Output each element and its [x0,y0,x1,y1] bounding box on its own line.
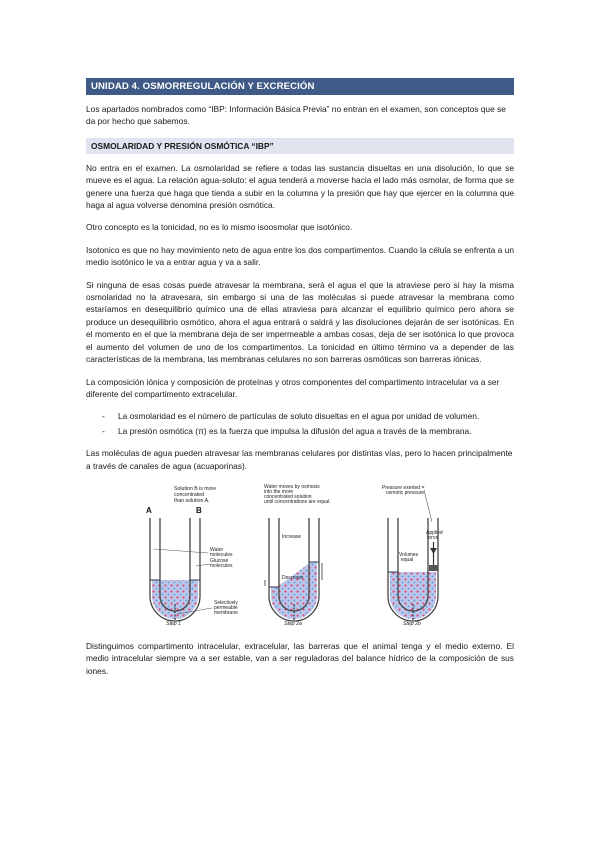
step2a-note-line: into the more [264,488,294,495]
glucose-label: molecules [210,562,233,569]
increase-label: Increase [282,533,302,540]
step1-note-line: concentrated [174,491,204,498]
force-label: Applied [426,529,443,536]
glucose-label: Glucose [210,557,229,564]
paragraph-composicion: La composición iónica y composición de proteínas y otros componentes del compartimento intracelular va a ser diferente del compartimento extracelular. [86,376,500,399]
step2b-note-line: osmotic pressure [386,489,425,496]
membrane-label: permeable [214,604,238,611]
osmosis-diagram [86,482,514,628]
paragraph-acuaporinas: Las moléculas de agua pueden atravesar las membranas celulares por distintas vías, pero lo hacen principalmente a través de canales de agua (acuaporinas). [86,448,513,471]
membrane-label: membrane [214,609,238,616]
water-label: Water [210,546,224,553]
paragraph-isotonico: Isotonico es que no hay movimiento neto de agua entre los dos compartimentos. Cuando la célula se enfrenta a un medio isotónico le va a entrar agua y va a salir. [86,244,514,268]
step2b-note-line: Pressure exerted = [382,484,425,491]
step1-note-line: Solution B is more [174,485,217,492]
paragraph-compartimentos: Distinguimos compartimento intracelular, extracelular, las barreras que el animal tenga y el medio externo. El medio intracelular siempre va a ser estable, van a ser reguladoras del balance hídrico de la composición de sus iones. [86,640,514,676]
step2a-note-line: Water moves by osmosis [264,483,320,490]
osmosis-figure [86,482,514,628]
step1-diagram [146,486,238,627]
label-b: B [196,505,202,515]
step1-caption: Step 1 [166,620,181,627]
list-item: - La presión osmótica (π) es la fuerza que impulsa la difusión del agua a través de la membrana. [102,425,472,436]
label-a: A [146,505,152,515]
intro-paragraph: Los apartados nombrados como “IBP: Información Básica Previa” no entran en el examen, son conceptos que se da por hecho que sabemos. [86,104,506,127]
decrease-label: Decrease [282,574,304,581]
water-label: molecules [210,551,233,558]
step2b-caption: Step 2b [403,620,421,627]
piston-icon [429,565,438,571]
step2a-caption: Step 2a [284,620,302,627]
step2b-diagram [382,485,443,627]
force-label: force [427,534,439,541]
step1-note-line: than solution A. [174,497,210,504]
paragraph-osmolaridad: No entra en el examen. La osmolaridad se refiere a todas las sustancia disueltas en una disolución, lo que se mueve es el agua. La relación agua-soluto: el agua tenderá a moverse hacia el lado más osmolar, de forma que se genere una fuerza que haga que tienda a subir en la columna y la presión que hay que ejercer en la columna que haga al agua volverse denomina presión osmótica. [86,162,514,211]
dash-marker: - [102,425,105,436]
document-page [86,78,514,687]
membrane-label: Selectively [214,599,238,606]
step2a-diagram [264,484,331,627]
paragraph-tonicidad: Otro concepto es la tonicidad, no es lo mismo isoosmolar que isotónico. [86,222,353,233]
step2a-note-line: until concentrations are equal. [264,498,331,505]
volumes-label: equal [401,556,414,563]
section-heading: OSMOLARIDAD Y PRESIÓN OSMÓTICA “IBP” [86,138,514,154]
dash-marker: - [102,411,105,422]
unit-heading: UNIDAD 4. OSMORREGULACIÓN Y EXCRECIÓN [86,78,514,95]
arrow-down-icon [430,548,437,554]
list-item: - La osmolaridad es el número de partículas de soluto disueltas en el agua por unidad de volumen. [102,411,480,422]
step2a-note-line: concentrated solution [264,493,312,500]
definition-list [86,410,514,437]
volumes-label: Volumes [399,551,419,558]
paragraph-membrana: Si ninguna de esas cosas puede atravesar la membrana, será el agua el que la atraviese pero si hay la misma osmolaridad no la atravesara, sin embargo si una de las moléculas si puede atravesar la membrana como estaríamos en desequilibrio químico una de ellas atraviesa para alcanzar el equilibrio químico pero ahora se produce un desequilibrio osmótico, ahora el agua entrará o saldrá y las disoluciones dejarán de ser isotónicas. En el momento en el que la membrana deja de ser impermeable a ambas cosas, deja de ser isotónica lo que provoca el aumento del volumen de uno de los compartimentos. La tonicidad en último término va a depender de las características de la membrana, las membranas celulares no son barreras osmóticas son barreras iónicas. [86,279,514,365]
